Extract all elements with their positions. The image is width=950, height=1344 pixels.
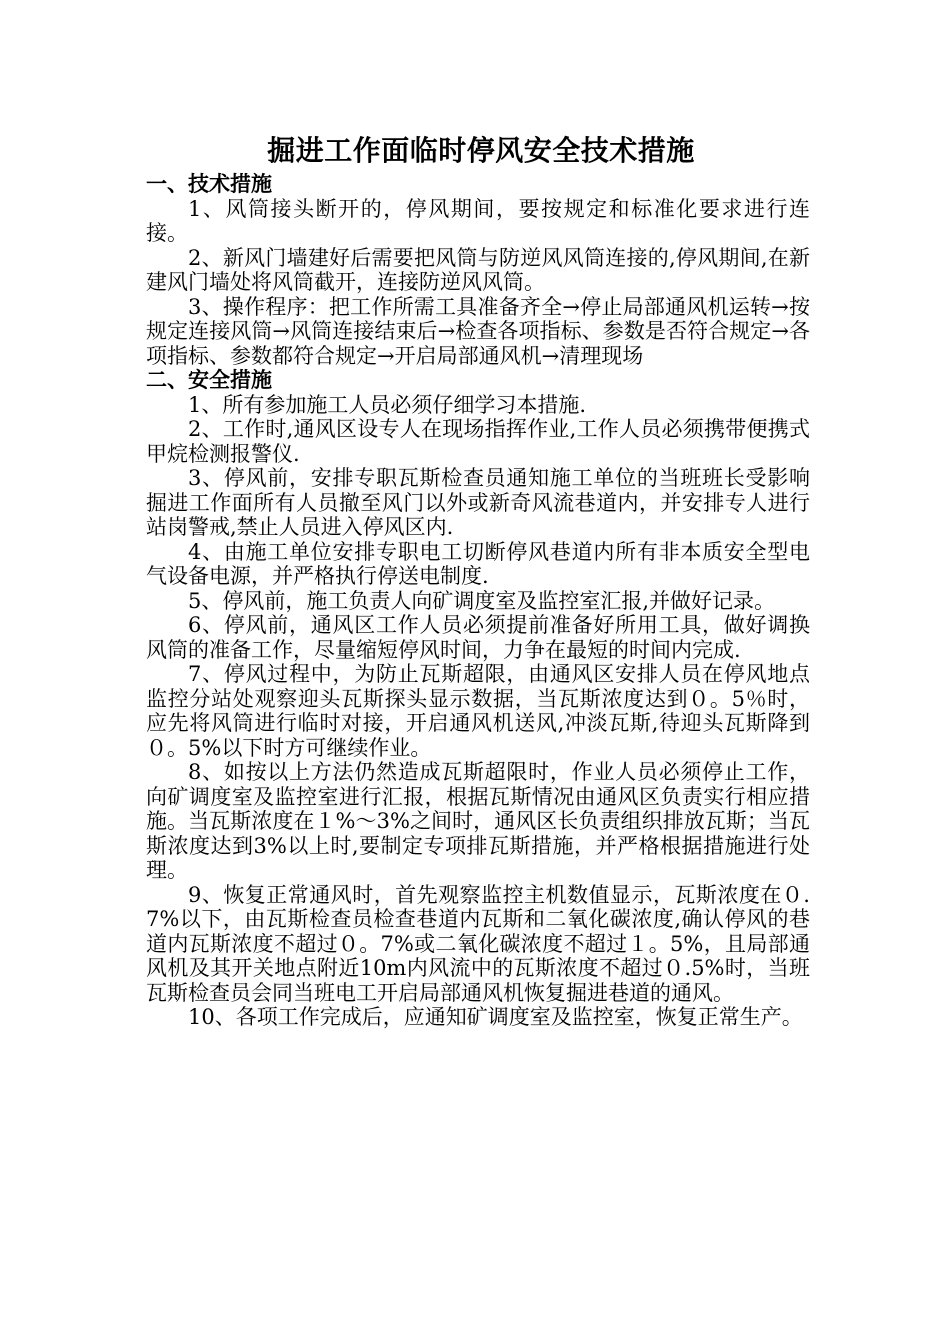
paragraph: 1、风筒接头断开的，停风期间，要按规定和标准化要求进行连接。 — [146, 196, 810, 245]
section-safety-measures — [146, 368, 810, 1030]
paragraph: 9、恢复正常通风时，首先观察监控主机数值显示，瓦斯浓度在０.7%以下，由瓦斯检查员检查巷道内瓦斯和二氧化碳浓度,确认停风的巷道内瓦斯浓度不超过０。7%或二氧化碳浓度不超过１。5%，且局部通风机及其开关地点附近10m内风流中的瓦斯浓度不超过０.5%时，当班瓦斯检查员会同当班电工开启局部通风机恢复掘进巷道的通风。 — [146, 882, 810, 1005]
paragraph: 3、操作程序：把工作所需工具准备齐全→停止局部通风机运转→按规定连接风筒→风筒连接结束后→检查各项指标、参数是否符合规定→各项指标、参数都符合规定→开启局部通风机→清理现场 — [146, 294, 810, 368]
paragraph: 2、新风门墙建好后需要把风筒与防逆风风筒连接的,停风期间,在新建风门墙处将风筒截开，连接防逆风风筒。 — [146, 245, 810, 294]
paragraph: 10、各项工作完成后，应通知矿调度室及监控室，恢复正常生产。 — [188, 1005, 803, 1029]
paragraph: 3、停风前，安排专职瓦斯检查员通知施工单位的当班班长受影响掘进工作面所有人员撤至风门以外或新奇风流巷道内，并安排专人进行站岗警戒,禁止人员进入停风区内. — [146, 466, 810, 539]
paragraph: 5、停风前，施工负责人向矿调度室及监控室汇报,并做好记录。 — [188, 588, 776, 613]
section-heading: 一、技术措施 — [146, 172, 272, 196]
paragraph: 2、工作时,通风区设专人在现场指挥作业,工作人员必须携带便携式甲烷检测报警仪. — [146, 417, 810, 466]
document-title: 掘进工作面临时停风安全技术措施 — [267, 134, 695, 167]
paragraph: 8、如按以上方法仍然造成瓦斯超限时，作业人员必须停止工作，向矿调度室及监控室进行汇报，根据瓦斯情况由通风区负责实行相应措施。当瓦斯浓度在１%～3%之间时，通风区长负责组织排放瓦斯；当瓦斯浓度达到3%以上时,要制定专项排瓦斯措施，并严格根据措施进行处理。 — [146, 760, 810, 882]
section-technical-measures — [146, 172, 810, 368]
section-heading: 二、安全措施 — [146, 368, 272, 392]
paragraph: 6、停风前，通风区工作人员必须提前准备好所用工具，做好调换风筒的准备工作，尽量缩短停风时间，力争在最短的时间内完成. — [146, 613, 810, 662]
paragraph: 7、停风过程中，为防止瓦斯超限，由通风区安排人员在停风地点监控分站处观察迎头瓦斯探头显示数据，当瓦斯浓度达到０。5％时，应先将风筒进行临时对接，开启通风机送风,冲淡瓦斯,待迎头瓦斯降到０。5%以下时方可继续作业。 — [146, 662, 810, 760]
paragraph: 4、由施工单位安排专职电工切断停风巷道内所有非本质安全型电气设备电源，并严格执行停送电制度. — [146, 539, 810, 588]
document-page — [146, 130, 810, 1030]
paragraph: 1、所有参加施工人员必须仔细学习本措施. — [188, 392, 587, 417]
